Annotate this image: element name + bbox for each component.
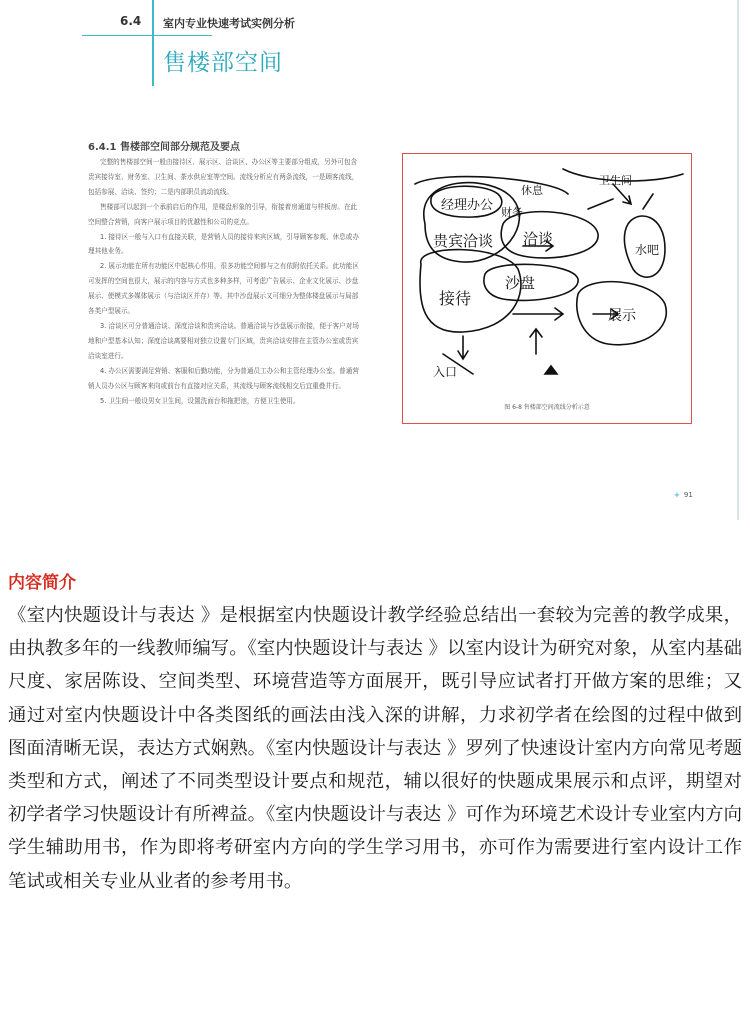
- page-number: [674, 491, 693, 499]
- sketch-label-entrance: 入口: [433, 365, 458, 379]
- sketch-label-sandtable: 沙盘: [505, 274, 536, 292]
- paragraph: 完整的售楼部空间一般由接待区、展示区、洽谈区、办公区等主要部分组成，另外可包含贵宾接待室、财务室、卫生间、茶水供应室等空间。流线分析应有两条流线，一是顾客流线，包括参展、洽谈、签约；二是内部职员流动流线。: [88, 158, 359, 196]
- subsection-heading: 6.4.1 售楼部空间部分规范及要点: [88, 142, 240, 153]
- sketch-label-display: 展示: [608, 308, 636, 324]
- paragraph: 2. 展示功能在所有功能区中起核心作用，很多功能空间都与之有依附依托关系。此功能区可发挥的空间也很大，展示的内容与方式也多种多样，可考虑广告展示、企业文化展示、沙盘展示、使模式多媒体展示（与洽谈区并存）等。其中沙盘展示又可细分为整体楼盘展示与局部各类户型展示。: [88, 262, 359, 316]
- sketch-label-negotiate: 洽谈: [523, 230, 554, 248]
- page-marker: +: [674, 491, 680, 499]
- hand-sketch: [403, 154, 690, 422]
- body-text: [88, 155, 360, 408]
- paragraph: 售楼部可以起到一个承前启后的作用，是楼盘形象的引导，衔接着房通道与样板房。在此空间整合营销，向客户展示项目的优越性和公司的竞点。: [88, 202, 358, 226]
- paragraph: 4. 办公区需要满足营销、客服和后勤功能，分为普通员工办公和主管经理办公室。普通营销人员办公区与顾客来向或前台有直接对应关系，其流线与顾客流线相交后宜重叠并行。: [88, 366, 359, 390]
- section-title: 售楼部空间: [163, 50, 283, 76]
- intro-text: 《室内快题设计与表达 》是根据室内快题设计教学经验总结出一套较为完善的教学成果，由执教多年的一线教师编写。《室内快题设计与表达 》以室内设计为研究对象，从室内基础尺度、家居陈设、空间类型、环境营造等方面展开，既引导应试者打开做方案的思维；又通过对室内快题设计中各类图纸的画法由浅入深的讲解，力求初学者在绘图的过程中做到图面清晰无误，表达方式娴熟。《室内快题设计与表达 》罗列了快速设计室内方向常见考题类型和方式，阐述了不同类型设计要点和规范，辅以很好的快题成果展示和点评，期望对初学者学习快题设计有所裨益。《室内快题设计与表达 》可作为环境艺术设计专业室内方向学生辅助用书，作为即将考研室内方向的学生学习用书，亦可作为需要进行室内设计工作笔试或相关专业从业者的参考用书。: [8, 605, 742, 892]
- section-number: 6.4: [120, 14, 142, 28]
- sketch-label-finance: 财务: [501, 206, 523, 219]
- flow-analysis-figure: [402, 153, 692, 424]
- header-vertical-rule: [152, 0, 154, 86]
- page-edge-rule: [737, 0, 739, 520]
- intro-title: 内容简介: [8, 573, 76, 593]
- paragraph: 3. 洽谈区可分普通洽谈、深度洽谈和贵宾洽谈。普通洽谈与沙盘展示衔接，便于客户对场地和户型基本认知；深度洽谈离要相对独立设置专门区域，贵宾洽谈安排在主管办公室或贵宾洽谈室进行。: [88, 321, 359, 360]
- sketch-label-rest: 休息: [521, 184, 543, 197]
- paragraph: 5. 卫生间一般设男女卫生间，设置洗面台和拖把池，方便卫生使用。: [100, 396, 300, 405]
- figure-caption: 图 6-8 售楼部空间流线分析示意: [504, 404, 590, 411]
- page-number-value: 91: [683, 491, 693, 499]
- sketch-label-toilet: 卫生间: [599, 174, 632, 187]
- sketch-label-vip: 贵宾洽谈: [433, 232, 494, 250]
- sketch-label-reception: 接待: [439, 289, 472, 308]
- paragraph: 1. 接待区一般与入口有直接关联，是营销人员的接待来宾区域，引导顾客参观、休息或办理其他业务。: [88, 232, 359, 256]
- header-horizontal-rule: [82, 35, 212, 36]
- sketch-label-water-bar: 水吧: [635, 243, 660, 257]
- sketch-label-office: 经理办公: [441, 198, 494, 213]
- chapter-title: 室内专业快速考试实例分析: [163, 17, 295, 30]
